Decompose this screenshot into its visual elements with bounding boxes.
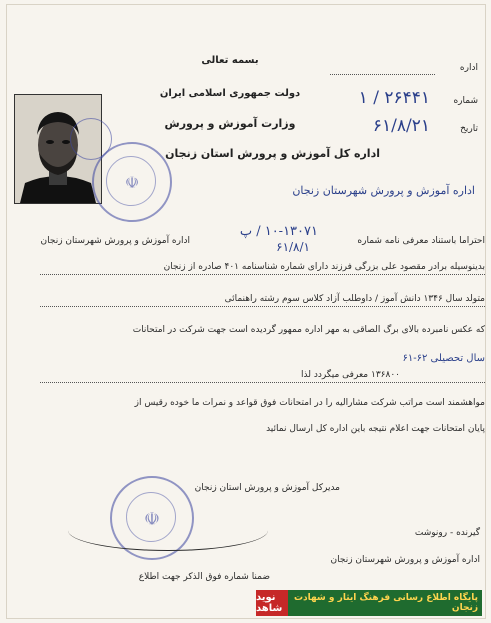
- date-value: ۶۱/۸/۲۱: [372, 116, 430, 136]
- copy-label: گیرنده - رونوشت: [414, 528, 480, 538]
- ref-text: احتراما باستناد معرفی نامه شماره: [357, 236, 485, 246]
- ref-office: اداره آموزش و پرورش شهرستان زنجان: [40, 236, 190, 246]
- date-label: تاریخ: [460, 124, 478, 134]
- country-line: دولت جمهوری اسلامی ایران: [159, 88, 301, 99]
- office-line: [330, 74, 435, 75]
- number-label: شماره: [453, 96, 478, 106]
- birth-underline: [40, 306, 485, 307]
- directorate-line: اداره کل آموزش و پرورش استان زنجان: [165, 147, 380, 160]
- ministry-line: وزارت آموزش و پرورش: [164, 117, 296, 130]
- result-line: پایان امتحانات جهت اعلام نتیجه باین اداره کل ارسال نمائید: [266, 424, 485, 434]
- closing-title: مدیرکل آموزش و پرورش استان زنجان: [194, 483, 340, 493]
- svg-text:☫: ☫: [143, 509, 161, 530]
- identity-underline: [40, 274, 485, 275]
- ref-date: ۶۱/۸/۱: [276, 240, 310, 254]
- copy-note: ضمنا شماره فوق الذکر جهت اطلاع: [138, 572, 270, 582]
- year-line: سال تحصیلی ۶۲-۶۱: [402, 353, 485, 364]
- year-underline: [40, 382, 485, 383]
- ref-number: ۱۰-۱۳۰۷۱ / پ: [239, 224, 318, 239]
- watermark-text: پایگاه اطلاع رسانی فرهنگ ایثار و شهادت زنجان: [293, 593, 478, 613]
- request-line: مواهشمند است مراتب شرکت مشارالیه را در امتحانات فوق قواعد و نمرات ما خوده رقیس از: [134, 398, 485, 408]
- watermark-tag: نوید شاهد: [256, 590, 288, 616]
- basmala: بسمه تعالی: [201, 55, 259, 66]
- small-stamp: [70, 118, 112, 160]
- receipt-line: ۱۳۶۸۰۰ معرفی میگردد لذا: [301, 370, 400, 380]
- signature-stroke: [68, 510, 268, 551]
- copy-office: اداره آموزش و پرورش شهرستان زنجان: [330, 555, 480, 565]
- number-value: ۲۶۴۴۱ / ۱: [358, 88, 430, 108]
- watermark-banner: [256, 590, 482, 616]
- svg-text:☫: ☫: [124, 173, 140, 192]
- office-label: اداره: [459, 63, 478, 73]
- birth-line: متولد سال ۱۳۴۶ دانش آموز / داوطلب آزاد کلاس سوم رشته راهنمائی: [224, 294, 485, 304]
- photo-line: که عکس نامبرده بالای برگ الصاقی به مهر اداره ممهور گردیده است جهت شرکت در امتحانات: [132, 325, 485, 335]
- addressee: اداره آموزش و پرورش شهرستان زنجان: [292, 184, 475, 197]
- identity-line: بدینوسیله برادر مقصود علی بزرگی فرزند دارای شماره شناسنامه ۴۰۱ صادره از زنجان: [163, 262, 485, 272]
